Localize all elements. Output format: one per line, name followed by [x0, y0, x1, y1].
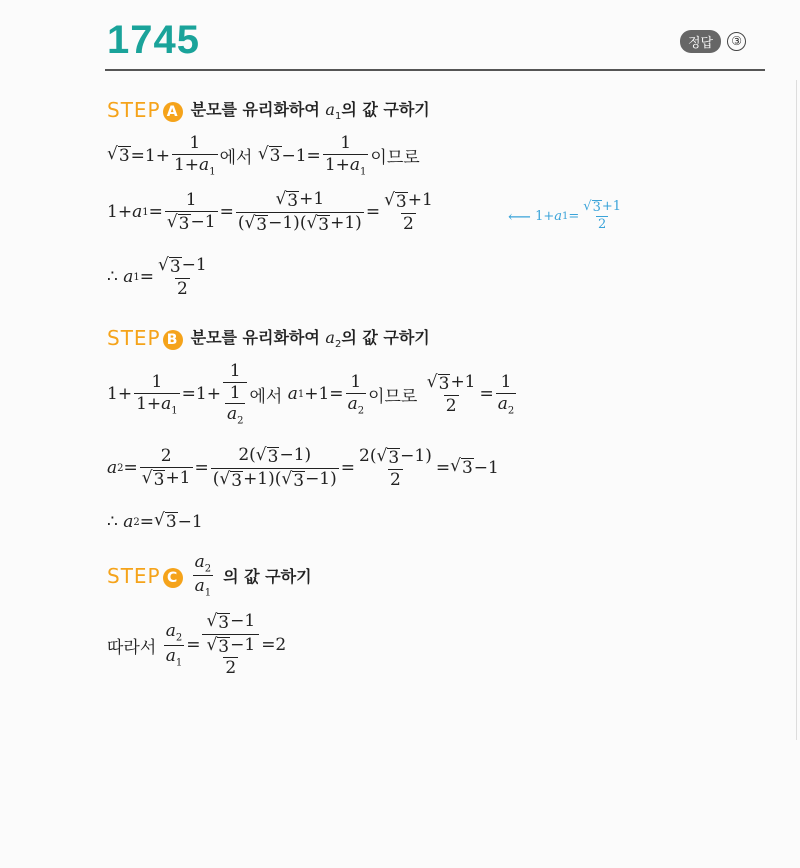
- step-label: STEP C: [107, 564, 183, 588]
- step-title: 의 값 구하기: [223, 567, 312, 587]
- problem-number: 1745: [107, 18, 200, 62]
- answer-badge: 정답: [680, 30, 721, 53]
- step-title: 분모를 유리화하여 $a_1$의 값 구하기: [190, 100, 430, 123]
- side-note: ⟵ 1+ a 1 = √ 3 +1 2: [508, 199, 622, 233]
- answer: [680, 30, 746, 53]
- eq-a2: 1+ a 1 = 1 √ 3 −1 = √ 3 +1 ( √ 3 −1)( √ 3 +1) = √ 3 +1 2: [107, 189, 433, 235]
- header-rule: [105, 69, 765, 71]
- step-a-heading: [107, 97, 430, 122]
- eq-a1: √ 3 =1+ $\frac{1}{1+a_1}$ 에서 √ 3 −1= $\frac{1}{1+a_1}$ 이므로: [107, 133, 420, 178]
- step-letter: A: [163, 102, 183, 122]
- word-imeuro: 이므로: [370, 148, 420, 169]
- step-b-heading: [107, 325, 430, 350]
- answer-value: ③: [727, 32, 746, 51]
- step-label: STEP B: [107, 326, 183, 350]
- eq-c1: 따라서 $\frac{a_2}{a_1}$ = √ 3 −1 √ 3 −1 2 =2: [107, 611, 287, 679]
- step-label: STEP A: [107, 98, 183, 122]
- word-eseo: 에서: [219, 148, 253, 169]
- word-ttaraseo: 따라서: [107, 637, 157, 658]
- page-edge-line: [796, 80, 797, 740]
- eq-a3: ∴ a 1 = √ 3 −1 2: [107, 255, 207, 299]
- eq-b3: ∴ a 2 = √ 3 −1: [107, 510, 203, 533]
- step-c-heading: STEP C $\frac{a_2}{a_1}$ 의 값 구하기: [107, 552, 312, 599]
- step-letter: B: [163, 330, 183, 350]
- eq-b2: a 2 = 2 √ 3 +1 = 2( √ 3 −1) ( √ 3 +1)( √ 3 −1) = 2( √ 3 −1) 2 = √ 3 −1: [107, 445, 499, 491]
- eq-b1: 1+ $\frac{1}{1+a_1}$ =1+ $\frac{1}{\frac{1}{a_2}}$ 에서 a 1 +1= $\frac{1}{a_2}$ 이므로 √ 3 +1 2 = $\frac{1}{a_2}$: [107, 361, 515, 427]
- step-letter: C: [163, 568, 183, 588]
- step-title: 분모를 유리화하여 $a_2$의 값 구하기: [190, 328, 430, 351]
- arrow-left-icon: ⟵: [508, 206, 531, 226]
